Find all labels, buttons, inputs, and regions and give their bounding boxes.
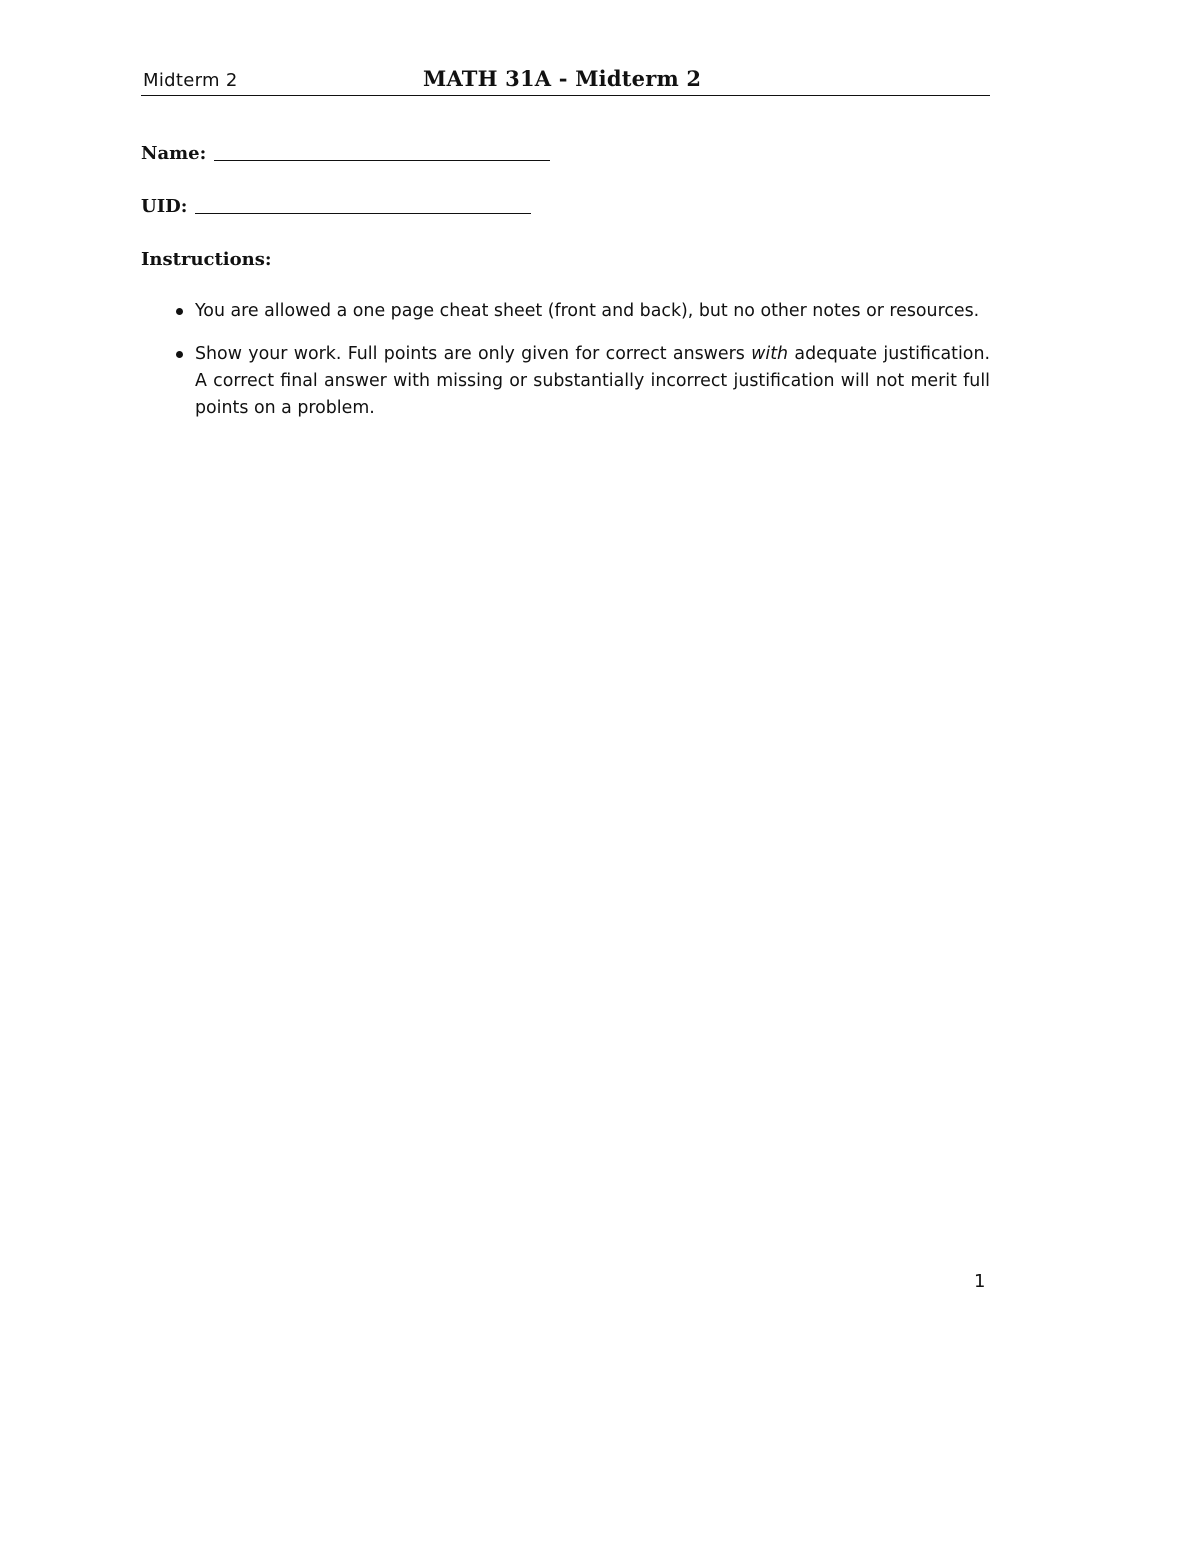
uid-blank-line: [195, 213, 531, 214]
instruction-text: You are allowed a one page cheat sheet (front and back), but no other notes or resources.: [195, 301, 980, 321]
instruction-text: [195, 344, 990, 418]
name-blank-line: [214, 160, 550, 161]
instructions-heading: Instructions:: [141, 249, 272, 270]
instructions-list: [141, 298, 990, 438]
page-title: MATH 31A - Midterm 2: [423, 66, 702, 91]
name-label: Name:: [141, 143, 207, 164]
uid-label: UID:: [141, 196, 188, 217]
name-field: [141, 143, 550, 164]
uid-field: [141, 196, 531, 217]
bullet-icon: [176, 308, 183, 315]
instruction-text-after: adequate justification. A correct final answer with missing or substantially incorrect justification will not merit full points on a problem.: [195, 344, 990, 418]
page-number: 1: [974, 1271, 986, 1292]
instruction-text-before: Show your work. Full points are only given for correct answers: [195, 344, 752, 364]
running-header: [141, 64, 990, 96]
header-left-label: Midterm 2: [143, 70, 238, 91]
bullet-icon: [176, 351, 183, 358]
instruction-item: [141, 298, 990, 325]
instruction-item: [141, 341, 990, 422]
instruction-emphasis: with: [751, 344, 789, 364]
